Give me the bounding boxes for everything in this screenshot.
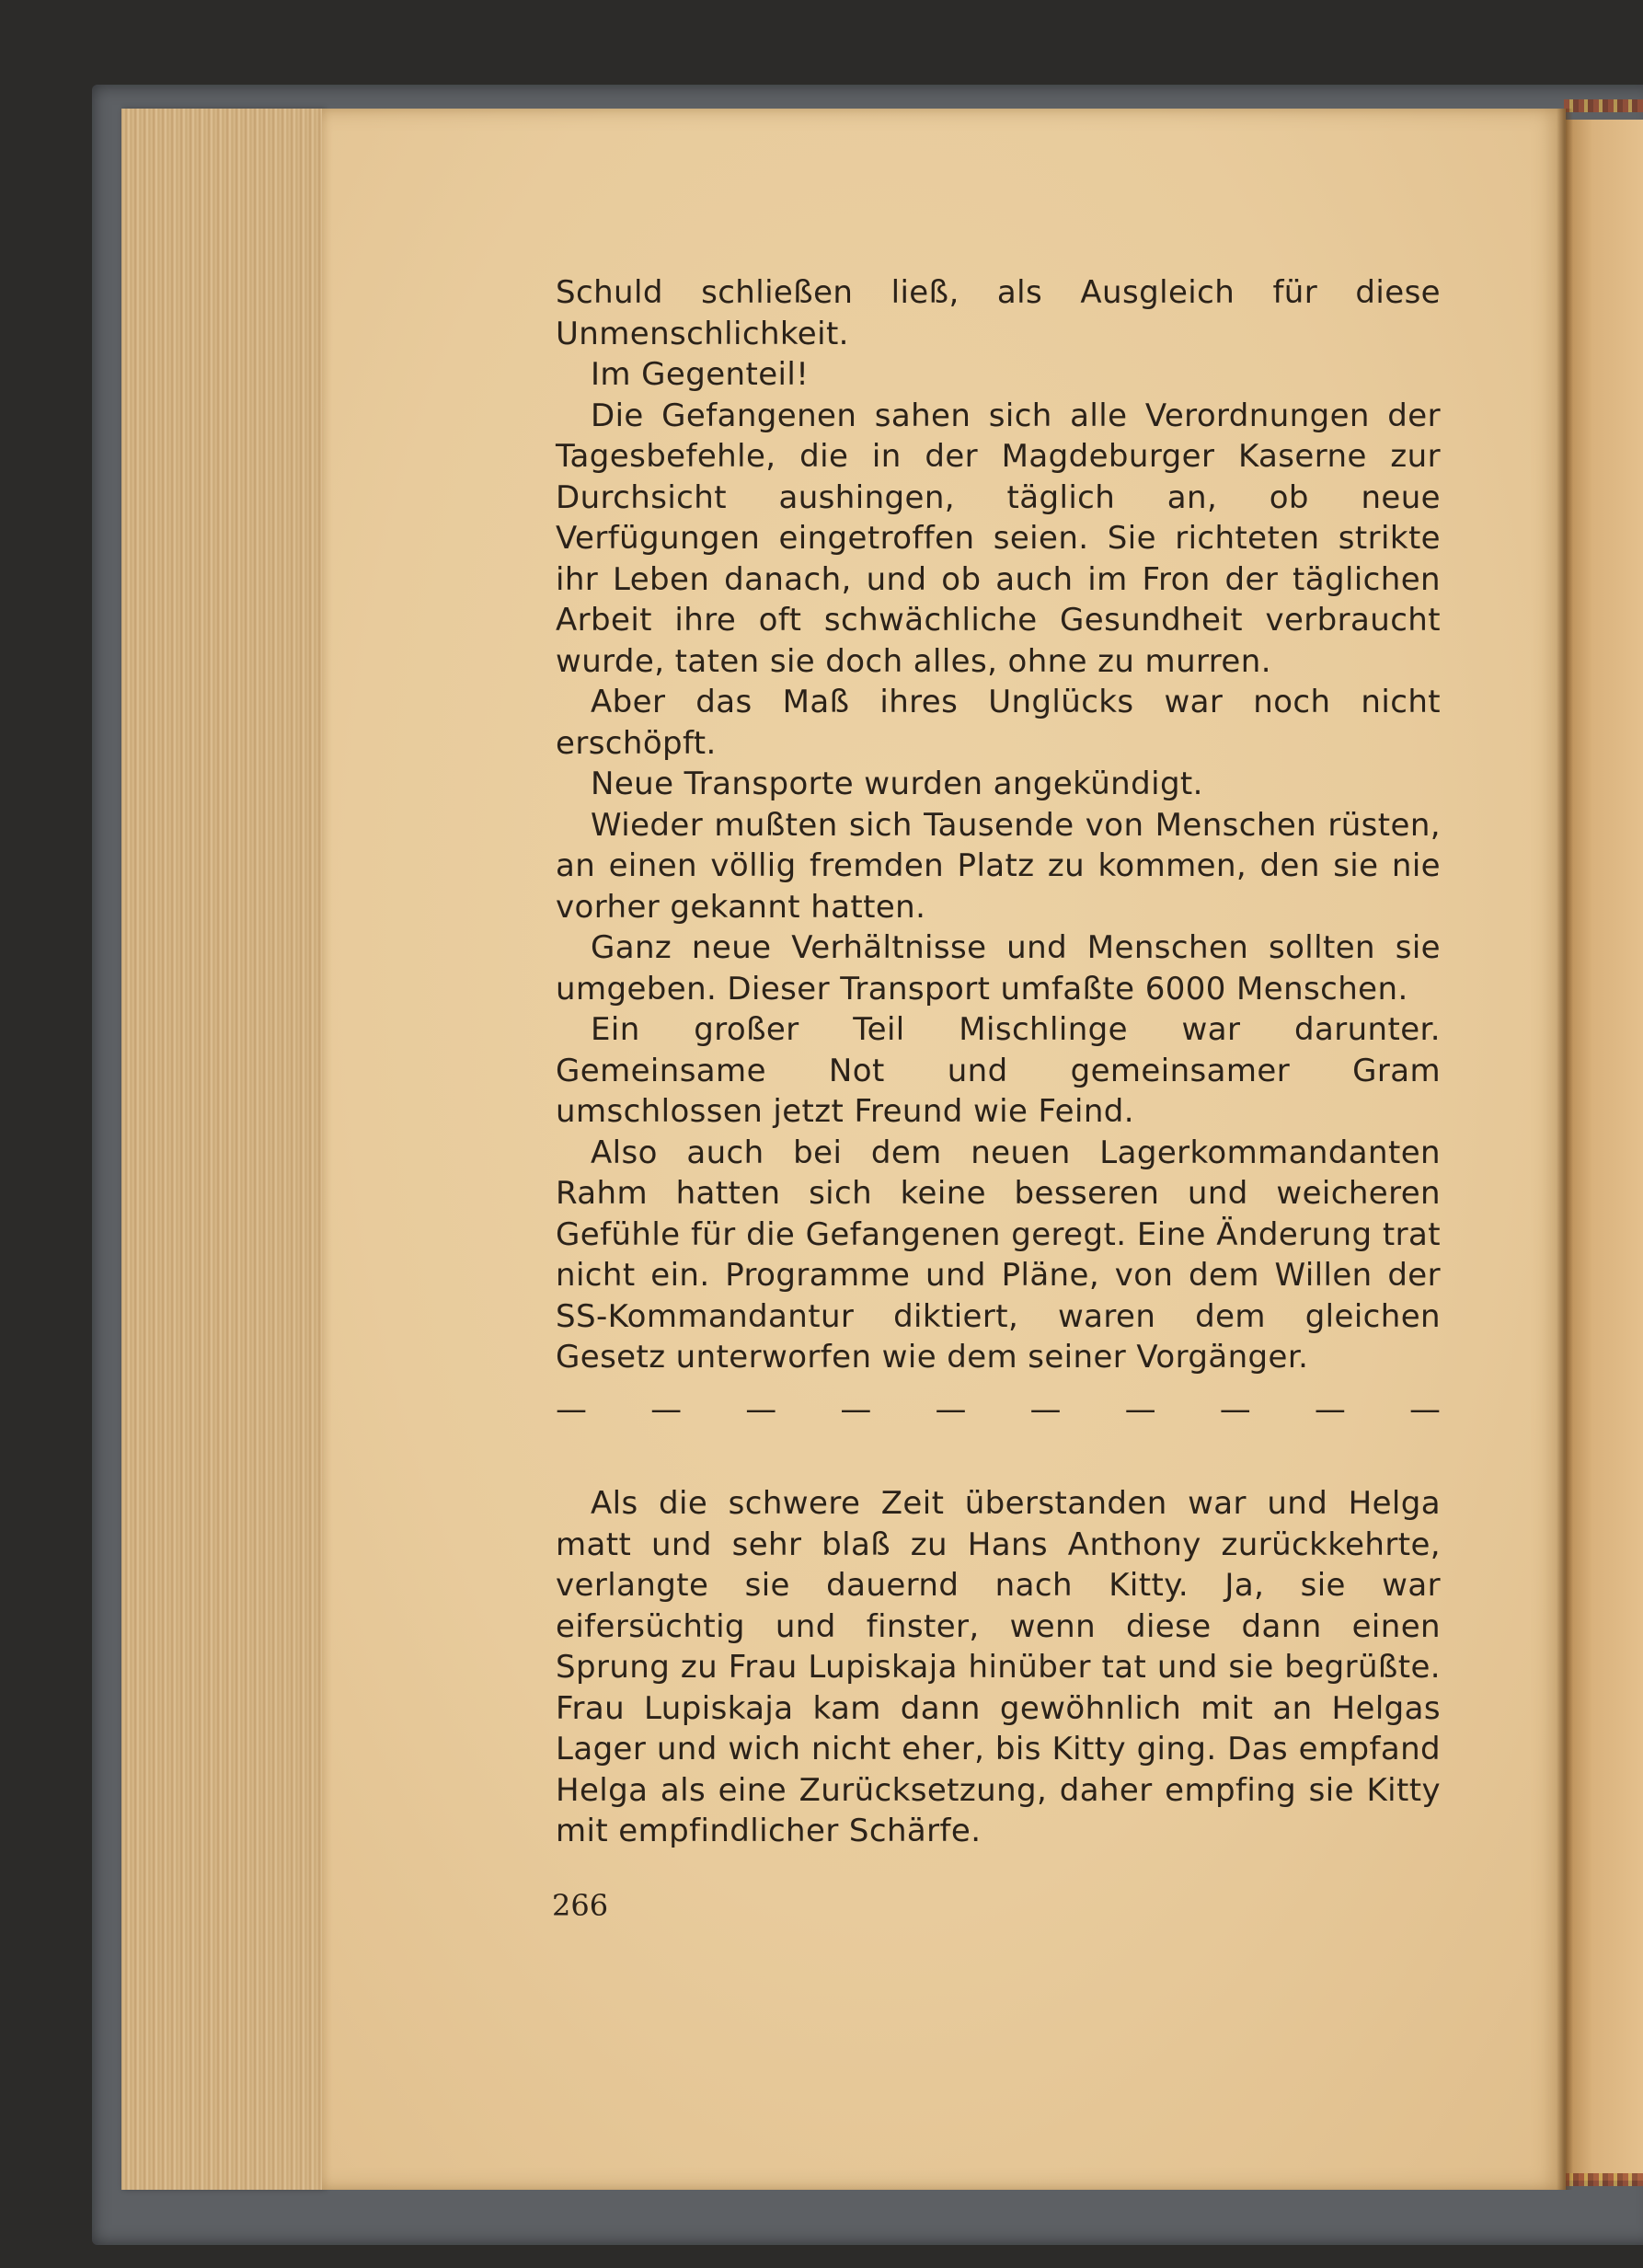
paragraph: Also auch bei dem neuen Lagerkommandanten Rahm hatten sich keine besseren und weicheren Gefühle für die Gefangenen geregt. Eine Änderung trat nicht ein. Programme und Pläne, von dem Willen der SS-Kommandantur diktiert, waren dem gleichen Gesetz unterworfen wie dem seiner Vorgänger. <box>556 1134 1441 1376</box>
section-break <box>556 1391 1441 1428</box>
body-text-bottom <box>556 1483 1441 1852</box>
dash: — <box>1314 1391 1346 1428</box>
paragraph: Als die schwere Zeit überstanden war und Helga matt und sehr blaß zu Hans Anthony zurückkehrte, verlangte sie dauernd nach Kitty. Ja, sie war eifersüchtig und finster, wenn diese dann einen Sprung zu Frau Lupiskaja hinüber tat und sie begrüßte. Frau Lupiskaja kam dann gewöhnlich mit an Helgas Lager und wich nicht eher, bis Kitty ging. Das empfand Helga als eine Zurücksetzung, daher empfing sie Kitty mit empfindlicher Schärfe. <box>556 1485 1441 1849</box>
paragraph: Ganz neue Verhältnisse und Menschen sollten sie umgeben. Dieser Transport umfaßte 6000 Menschen. <box>556 929 1441 1007</box>
paragraph: Neue Transporte wurden angekündigt. <box>591 766 1203 802</box>
dash: — <box>556 1391 587 1428</box>
page-edges <box>121 109 324 2190</box>
facing-page-edge <box>1566 120 1643 2181</box>
page-gutter <box>1557 109 1573 2190</box>
paragraph: Ein großer Teil Mischlinge war darunter. Gemeinsame Not und gemeinsamer Gram umschlossen jetzt Freund wie Feind. <box>556 1011 1441 1130</box>
paragraph: Schuld schließen ließ, als Ausgleich für diese Unmenschlichkeit. <box>556 274 1441 352</box>
dash: — <box>650 1391 683 1428</box>
dash: — <box>1124 1391 1156 1428</box>
dash: — <box>840 1391 872 1428</box>
headband-top <box>1564 99 1643 112</box>
dash: — <box>935 1391 967 1428</box>
dash: — <box>1219 1391 1251 1428</box>
paragraph: Wieder mußten sich Tausende von Menschen rüsten, an einen völlig fremden Platz zu kommen, den sie nie vorher gekannt hatten. <box>556 806 1441 926</box>
paragraph: Im Gegenteil! <box>591 356 810 393</box>
dash: — <box>1029 1391 1062 1428</box>
paragraph: Aber das Maß ihres Unglücks war noch nicht erschöpft. <box>556 684 1441 762</box>
paragraph: Die Gefangenen sahen sich alle Verordnungen der Tagesbefehle, die in der Magdeburger Kaserne zur Durchsicht aushingen, täglich an, ob neue Verfügungen eingetroffen seien. Sie richteten strikte ihr Leben danach, und ob auch im Fron der täglichen Arbeit ihre oft schwächliche Gesundheit verbraucht wurde, taten sie doch alles, ohne zu murren. <box>556 397 1441 680</box>
dash: — <box>1408 1391 1441 1428</box>
page-number: 266 <box>552 1888 609 1923</box>
dash: — <box>745 1391 777 1428</box>
headband-bottom <box>1564 2173 1643 2186</box>
body-text-top <box>556 272 1441 1378</box>
